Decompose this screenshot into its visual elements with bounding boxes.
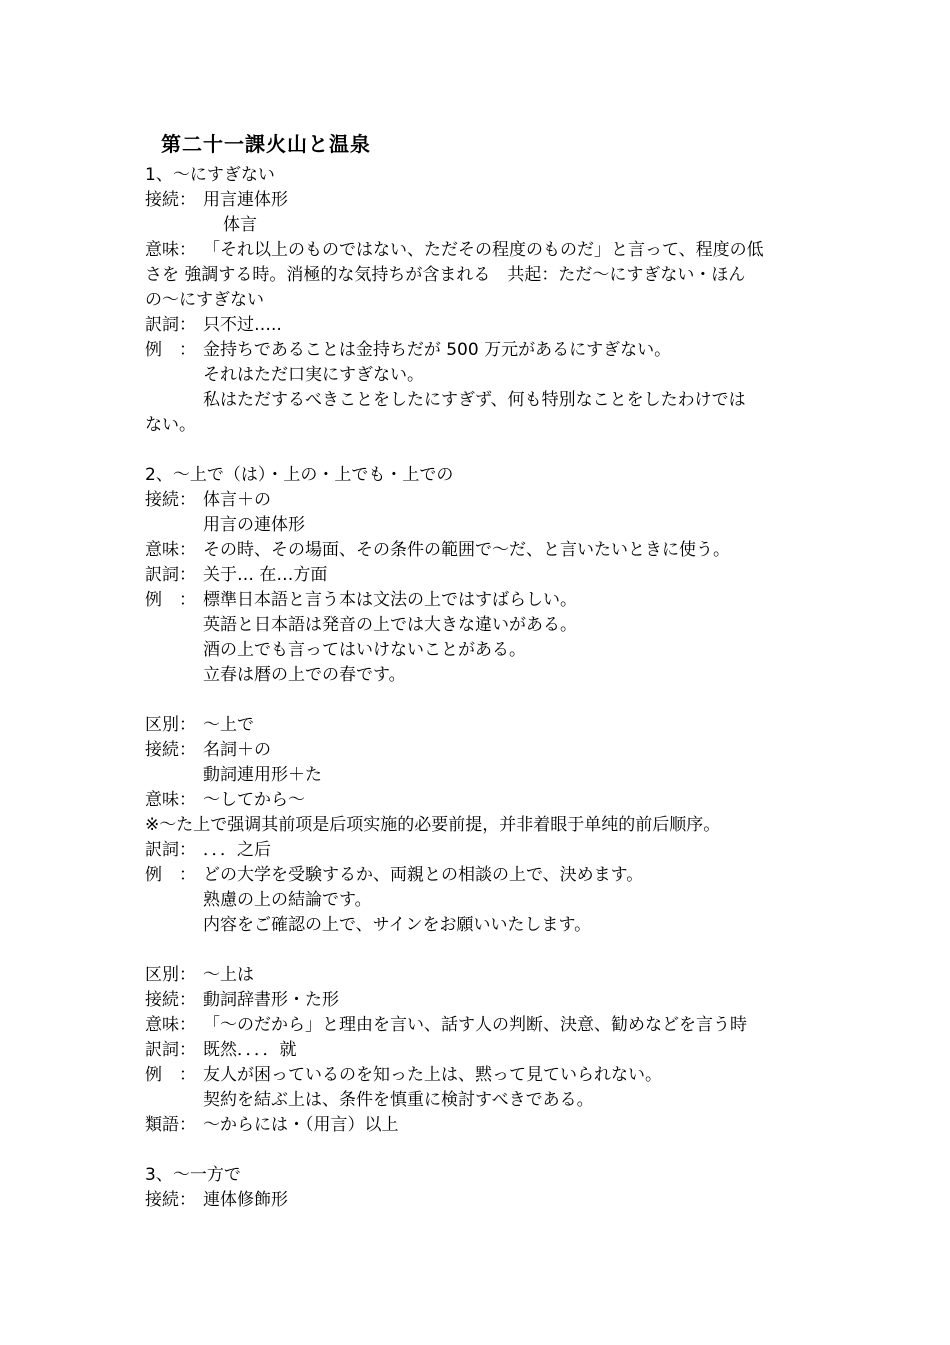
label: 接続：	[145, 190, 196, 210]
s2-example-2: 英語と日本語は発音の上では大きな違いがある。	[203, 615, 577, 635]
s4-synonym	[145, 1113, 845, 1138]
s3-connection	[145, 738, 845, 763]
s1-connection	[145, 188, 845, 213]
label: 訳詞：	[145, 315, 196, 335]
s3-translation	[145, 838, 845, 863]
s3-connection-2: 動詞連用形＋た	[203, 765, 322, 785]
s1-connection-2: 体言	[223, 215, 257, 235]
label: 接続：	[145, 1190, 196, 1210]
s3-example-2: 熟慮の上の結論です。	[203, 890, 372, 910]
s1-translation	[145, 313, 845, 338]
s2-connection-2: 用言の連体形	[203, 515, 305, 535]
s5-connection	[145, 1188, 845, 1213]
text: その時、その場面、その条件の範囲で～だ、と言いたいときに使う。	[203, 540, 730, 560]
s2-example-3: 酒の上でも言ってはいけないことがある。	[203, 640, 526, 660]
text: ～からには・（用言）以上	[203, 1115, 399, 1135]
text: 既然．．．．就	[203, 1040, 297, 1060]
s2-connection	[145, 488, 845, 513]
label: 類語：	[145, 1115, 196, 1135]
label: 訳詞：	[145, 1040, 196, 1060]
label: 例 ：	[145, 340, 196, 360]
text: どの大学を受験するか、両親との相談の上で、決めます。	[203, 865, 644, 885]
s4-example-2: 契約を結ぶ上は、条件を慎重に検討すべきである。	[203, 1090, 594, 1110]
text: 用言連体形	[203, 190, 288, 210]
s3-note: ※～た上で强调其前项是后项实施的必要前提，并非着眼于单纯的前后顺序。	[145, 815, 721, 835]
text: 金持ちであることは金持ちだが 500 万元があるにすぎない。	[203, 340, 672, 360]
label: 例 ：	[145, 590, 196, 610]
s4-example	[145, 1063, 845, 1088]
document-body	[145, 163, 845, 1213]
s3-example-3: 内容をご確認の上で、サインをお願いいたします。	[203, 915, 592, 935]
text: 「～のだから」と理由を言い、話す人の判断、決意、勧めなどを言う時	[203, 1015, 747, 1035]
s3-meaning	[145, 788, 845, 813]
label: 接続：	[145, 740, 196, 760]
text: 「それ以上のものではない、ただその程度のものだ」と言って、程度の低	[203, 240, 764, 260]
label: 訳詞：	[145, 840, 196, 860]
s1-example-2: それはただ口実にすぎない。	[203, 365, 424, 385]
label: 区別：	[145, 965, 196, 985]
s2-meaning	[145, 538, 845, 563]
s4-distinction	[145, 963, 845, 988]
text: 動詞辞書形・た形	[203, 990, 339, 1010]
text: ～上で	[203, 715, 254, 735]
label: 例 ：	[145, 1065, 196, 1085]
text: 友人が困っているのを知った上は、黙って見ていられない。	[203, 1065, 662, 1085]
text: 連体修飾形	[203, 1190, 288, 1210]
text: 只不过…..	[203, 315, 282, 335]
s2-example-4: 立春は暦の上での春です。	[203, 665, 406, 685]
label: 意味：	[145, 790, 196, 810]
s2-example	[145, 588, 845, 613]
lesson-title: 第二十一課火山と温泉	[161, 132, 371, 156]
label: 意味：	[145, 240, 196, 260]
s1-example-3: 私はただするべきことをしたにすぎず、何も特別なことをしたわけでは	[203, 390, 746, 410]
label: 例 ：	[145, 865, 196, 885]
text: 关于… 在…方面	[203, 565, 328, 585]
section-3-heading: 3、～一方で	[145, 1165, 241, 1185]
text: ～上は	[203, 965, 254, 985]
s1-example	[145, 338, 845, 363]
s1-meaning-3: の～にすぎない	[145, 290, 264, 310]
text: 標準日本語と言う本は文法の上ではすばらしい。	[203, 590, 577, 610]
label: 接続：	[145, 490, 196, 510]
s1-meaning-2: さを 強調する時。消極的な気持ちが含まれる 共起：ただ～にすぎない・ほん	[145, 265, 746, 285]
section-2-heading: 2、～上で（は）・上の・上でも・上での	[145, 465, 454, 485]
label: 接続：	[145, 990, 196, 1010]
text: 体言＋の	[203, 490, 271, 510]
label: 意味：	[145, 540, 196, 560]
s3-distinction	[145, 713, 845, 738]
s1-example-3-cont: ない。	[145, 415, 196, 435]
s4-meaning	[145, 1013, 845, 1038]
label: 区別：	[145, 715, 196, 735]
text: ～してから～	[203, 790, 305, 810]
s3-example	[145, 863, 845, 888]
text: ．．．之后	[203, 840, 271, 860]
text: 名詞＋の	[203, 740, 271, 760]
s4-connection	[145, 988, 845, 1013]
label: 意味：	[145, 1015, 196, 1035]
section-1-heading: 1、～にすぎない	[145, 165, 275, 185]
s2-translation	[145, 563, 845, 588]
label: 訳詞：	[145, 565, 196, 585]
s4-translation	[145, 1038, 845, 1063]
s1-meaning	[145, 238, 845, 263]
